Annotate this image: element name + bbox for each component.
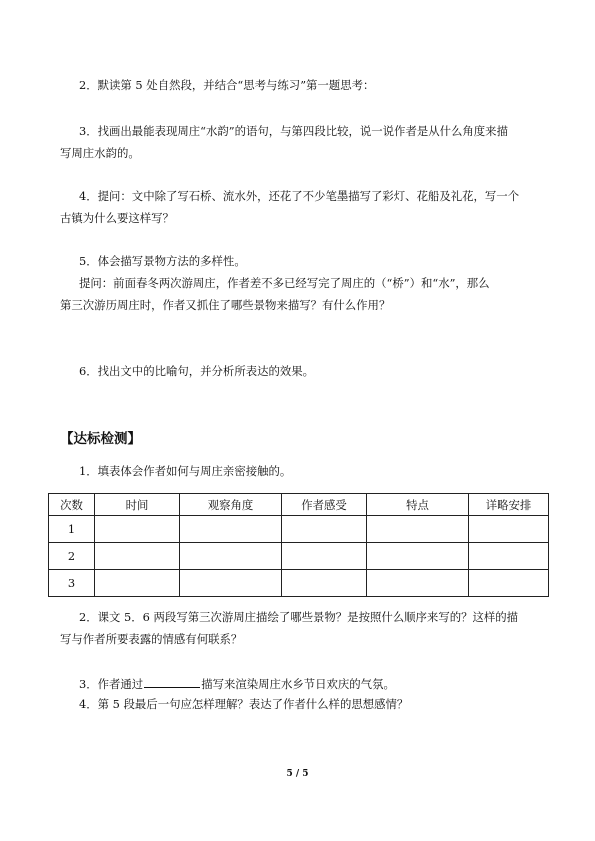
question-5-line-3: 第三次游历周庄时，作者又抓住了哪些景物来描写？有什么作用？ [60, 298, 391, 312]
observation-table [48, 493, 549, 597]
row-number-cell: 1 [49, 516, 95, 543]
row-number-cell: 3 [49, 570, 95, 597]
table-cell[interactable] [282, 543, 367, 570]
table-cell[interactable] [367, 570, 469, 597]
check-question-4: 4．第 5 段最后一句应怎样理解？表达了作者什么样的思想感情？ [79, 697, 409, 711]
table-cell[interactable] [95, 516, 180, 543]
question-2: 2．默读第 5 处自然段，并结合“思考与练习”第一题思考： [79, 78, 375, 92]
row-number-cell: 2 [49, 543, 95, 570]
table-header-cell: 作者感受 [282, 494, 367, 516]
table-header-cell: 观察角度 [180, 494, 282, 516]
check-question-2-line-2: 写与作者所要表露的情感有何联系？ [60, 632, 243, 646]
table-cell[interactable] [95, 570, 180, 597]
table-row [49, 543, 549, 570]
table-header-cell: 次数 [49, 494, 95, 516]
question-4-line-2: 古镇为什么要这样写？ [60, 211, 174, 225]
table-header-row [49, 494, 549, 516]
check-question-3-suffix: 描写来渲染周庄水乡节日欢庆的气氛。 [201, 677, 395, 691]
table-header-cell: 详略安排 [469, 494, 549, 516]
fill-in-blank[interactable] [144, 676, 200, 688]
page-number: 5 / 5 [286, 769, 309, 779]
question-3-line-1: 3．找画出最能表现周庄“水韵”的语句，与第四段比较，说一说作者是从什么角度来描 [79, 124, 508, 138]
check-question-1: 1．填表体会作者如何与周庄亲密接触的。 [79, 464, 292, 478]
table-header-cell: 时间 [95, 494, 180, 516]
question-5-line-2: 提问：前面春冬两次游周庄，作者差不多已经写完了周庄的（“桥”）和“水”，那么 [79, 276, 490, 290]
table-cell[interactable] [282, 570, 367, 597]
table-cell[interactable] [469, 543, 549, 570]
question-4-line-1: 4．提问：文中除了写石桥、流水外，还花了不少笔墨描写了彩灯、花船及礼花，写一个 [79, 189, 520, 203]
section-title: 【达标检测】 [60, 431, 141, 447]
table-cell[interactable] [367, 516, 469, 543]
check-question-3-prefix: 3．作者通过 [79, 677, 144, 691]
table-cell[interactable] [180, 543, 282, 570]
table-cell[interactable] [282, 516, 367, 543]
table-header-cell: 特点 [367, 494, 469, 516]
table-cell[interactable] [469, 570, 549, 597]
question-3-line-2: 写周庄水韵的。 [60, 146, 140, 160]
table-cell[interactable] [180, 570, 282, 597]
table-cell[interactable] [95, 543, 180, 570]
table-cell[interactable] [180, 516, 282, 543]
question-5-line-1: 5．体会描写景物方法的多样性。 [79, 254, 246, 268]
table-cell[interactable] [469, 516, 549, 543]
question-6: 6．找出文中的比喻句，并分析所表达的效果。 [79, 364, 315, 378]
table-row [49, 570, 549, 597]
table-cell[interactable] [367, 543, 469, 570]
table-row [49, 516, 549, 543]
check-question-3 [79, 676, 395, 691]
check-question-2-line-1: 2．课文 5．6 两段写第三次游周庄描绘了哪些景物？是按照什么顺序来写的？这样的描 [79, 610, 519, 624]
